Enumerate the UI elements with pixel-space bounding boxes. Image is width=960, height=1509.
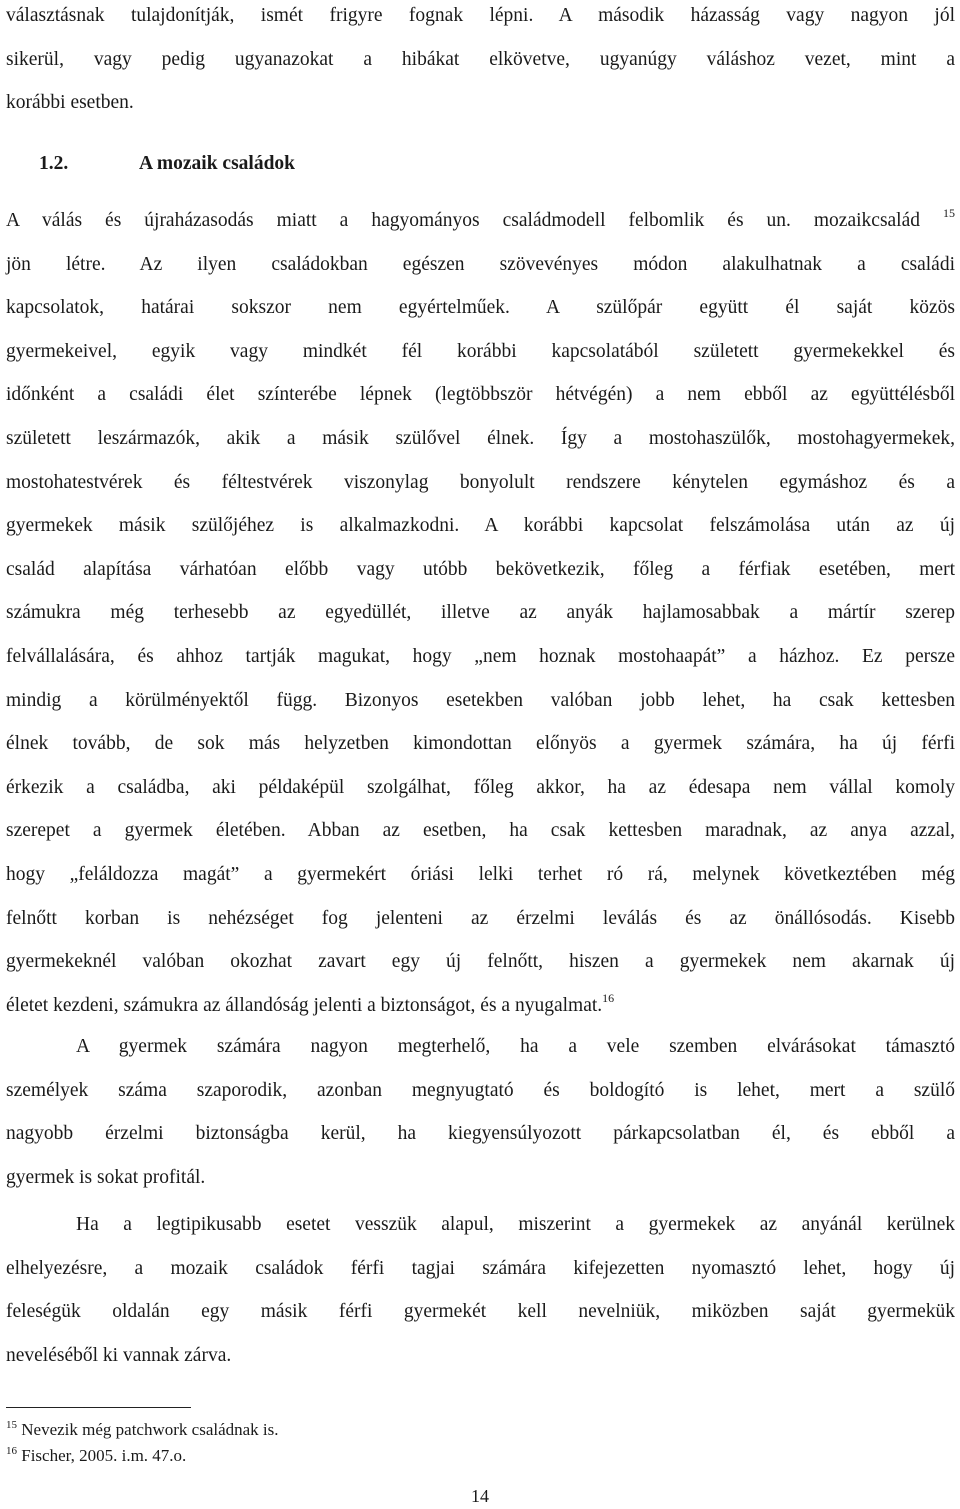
text-line: felvállalására, és ahhoz tartják magukat, hogy „nem hoznak mostohaapát” a házhoz. Ez persze — [6, 645, 955, 667]
text-line: gyermekeivel, egyik vagy mindkét fél korábbi kapcsolatából született gyermekekkel és — [6, 340, 955, 362]
text-line: Ha a legtipikusabb esetet vesszük alapul, miszerint a gyermekek az anyánál kerülnek — [76, 1214, 955, 1235]
text-line: A gyermek számára nagyon megterhelő, ha a vele szemben elvárásokat támasztó — [76, 1036, 955, 1057]
text-line: feleségük oldalán egy másik férfi gyermekét kell nevelniük, miközben saját gyermekük — [6, 1301, 955, 1323]
section-heading — [6, 142, 955, 186]
page-number: 14 — [471, 1486, 489, 1506]
text-span: életet kezdeni, számukra az állandóság jelenti a biztonságot, és a nyugalmat. — [6, 994, 603, 1016]
text-line: személyek száma szaporodik, azonban megnyugtató és boldogító is lehet, mert a szülő — [6, 1079, 955, 1101]
text-span: A válás és újraházasodás miatt a hagyományos családmodell felbomlik és un. mozaikcsalád — [6, 210, 921, 231]
paragraph-continuation — [6, 0, 955, 125]
footnote-item — [6, 1444, 279, 1470]
text-line — [6, 199, 955, 243]
text-line: jön létre. Az ilyen családokban egészen szövevényes módon alakulhatnak a családi — [6, 253, 955, 275]
text-line: elhelyezésre, a mozaik családok férfi tagjai számára kifejezetten nyomasztó lehet, hogy új — [6, 1257, 955, 1279]
text-line: neveléséből ki vannak zárva. — [6, 1344, 232, 1366]
footnotes — [6, 1418, 279, 1470]
paragraph-tipikus — [6, 1203, 955, 1377]
paragraph-gyermek — [6, 1025, 955, 1199]
footnote-text: Fischer, 2005. i.m. 47.o. — [21, 1446, 187, 1465]
footnote-number: 15 — [6, 1419, 17, 1431]
text-line: kapcsolatok, határai sokszor nem egyértelműek. A szülőpár együtt él saját közös — [6, 297, 955, 319]
text-line: mindig a körülményektől függ. Bizonyos esetekben valóban jobb lehet, ha csak kettesben — [6, 689, 955, 711]
text-line: szerepet a gyermek életében. Abban az esetben, ha csak kettesben maradnak, az anya azzal, — [6, 820, 955, 842]
text-line: időnként a családi élet színterébe lépnek (legtöbbször hétvégén) a nem ebből az együttélésből — [6, 384, 955, 406]
footnote-item — [6, 1418, 279, 1444]
text-line: felnőtt korban is nehézséget fog jelenteni az érzelmi leválás és az önállósodás. Kisebb — [6, 907, 955, 929]
text-line: mostohatestvérek és féltestvérek viszonylag bonyolult rendszere kénytelen egymáshoz és a — [6, 471, 955, 493]
footnote-divider — [6, 1407, 191, 1408]
footnote-ref: 16 — [602, 990, 615, 1005]
text-line: gyermekek másik szülőjéhez is alkalmazkodni. A korábbi kapcsolat felszámolása után az új — [6, 515, 955, 537]
text-line: született leszármazók, akik a másik szülővel élnek. Így a mostohaszülők, mostohagyermekek, — [6, 427, 955, 449]
text-line: sikerül, vagy pedig ugyanazokat a hibákat elkövetve, ugyanúgy váláshoz vezet, mint a — [6, 48, 955, 70]
text-line: érkezik a családba, aki példaképül szolgálhat, főleg akkor, ha az édesapa nem vállal komoly — [6, 776, 955, 798]
paragraph-mozaik — [6, 199, 955, 1027]
text-line: gyermek is sokat profitál. — [6, 1166, 206, 1188]
text-line: nagyobb érzelmi biztonságba kerül, ha kiegyensúlyozott párkapcsolatban él, és ebből a — [6, 1123, 955, 1145]
footnote-text: Nevezik még patchwork családnak is. — [21, 1420, 279, 1439]
section-number: 1.2. — [39, 153, 69, 174]
text-line: gyermekeknél valóban okozhat zavart egy új felnőtt, hiszen a gyermekek nem akarnak új — [6, 951, 955, 973]
text-line: család alapítása várhatóan előbb vagy utóbb bekövetkezik, főleg a férfiak esetében, mert — [6, 558, 955, 580]
footnote-ref: 15 — [943, 206, 956, 220]
text-line: korábbi esetben. — [6, 92, 134, 114]
text-line: hogy „feláldozza magát” a gyermekért óriási lelki terhet ró rá, melynek következtében még — [6, 863, 955, 885]
footnote-number: 16 — [6, 1445, 17, 1457]
text-line: élnek tovább, de sok más helyzetben kimondottan előnyös a gyermek számára, ha új férfi — [6, 733, 955, 755]
text-line: választásnak tulajdonítják, ismét frigyre fognak lépni. A második házasság vagy nagyon jól — [6, 5, 955, 26]
text-line — [6, 984, 955, 1028]
section-title: A mozaik családok — [139, 153, 296, 174]
text-line: számukra még terhesebb az egyedüllét, illetve az anyák hajlamosabbak a mártír szerep — [6, 602, 955, 624]
